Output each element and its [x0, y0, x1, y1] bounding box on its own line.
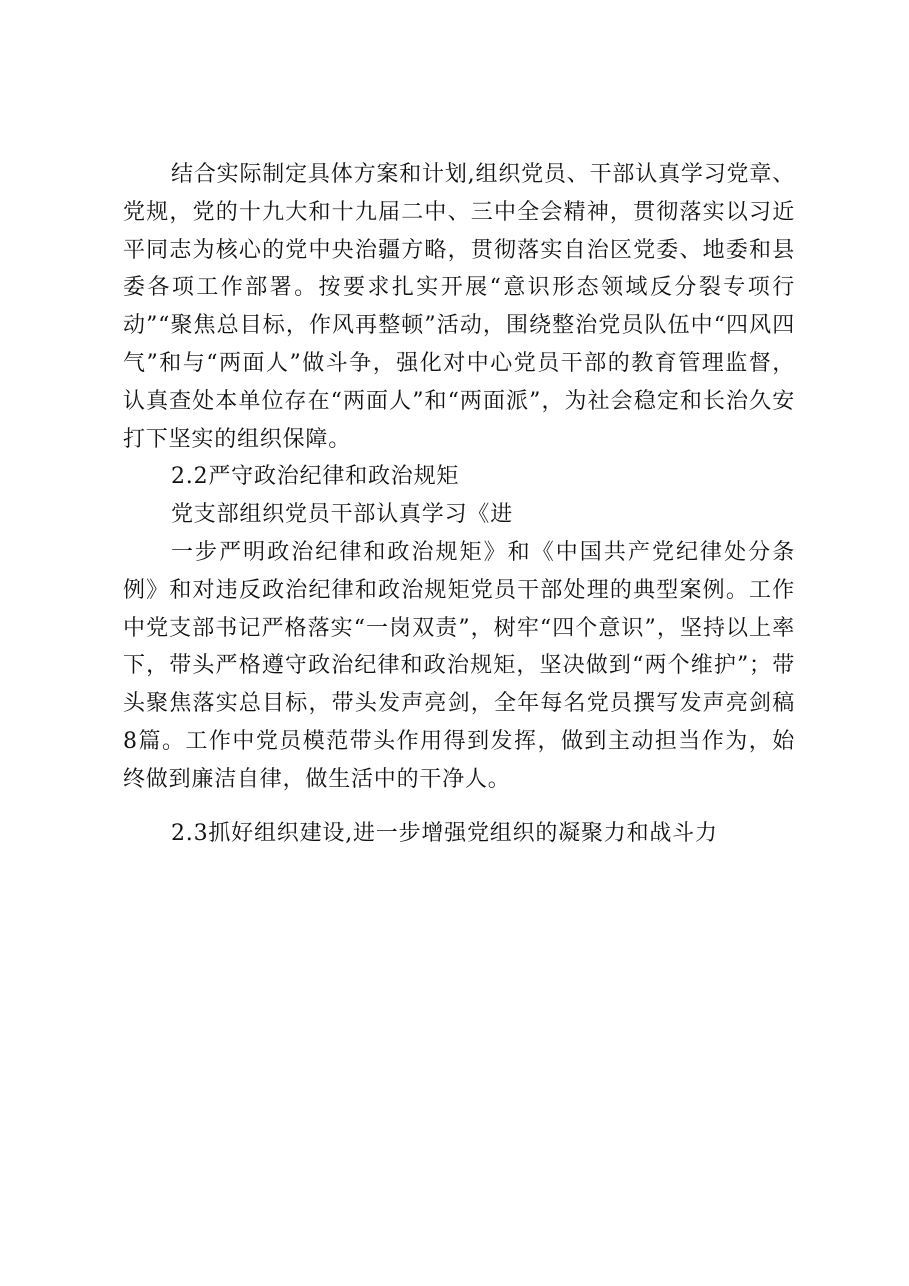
- paragraph-study-line: 党支部组织党员干部认真学习《进: [171, 502, 514, 528]
- document-body: [123, 156, 795, 852]
- paragraph-discipline: 一步严明政治纪律和政治规矩》和《中国共产党纪律处分条例》和对违反政治纪律和政治规矩党员干部处理的典型案例。工作中党支部书记严格落实“一岗双责”，树牢“四个意识”，坚持以上率下，带头严格遵守政治纪律和政治规矩，坚决做到“两个维护”；带头聚焦落实总目标，带头发声亮剑，全年每名党员撰写发声亮剑稿8篇。工作中党员模范带头作用得到发挥，做到主动担当作为，始终做到廉洁自律，做生活中的干净人。: [123, 539, 795, 792]
- paragraph-work-plan: 结合实际制定具体方案和计划,组织党员、干部认真学习党章、党规，党的十九大和十九届二中、三中全会精神，贯彻落实以习近平同志为核心的党中央治疆方略，贯彻落实自治区党委、地委和县委各项工作部署。按要求扎实开展“意识形态领域反分裂专项行动”“聚焦总目标，作风再整顿”活动，围绕整治党员队伍中“四风四气”和与“两面人”做斗争，强化对中心党员干部的教育管理监督，认真查处本单位存在“两面人”和“两面派”，为社会稳定和长治久安打下坚实的组织保障。: [123, 162, 795, 452]
- section-heading-2-2: 2.2严守政治纪律和政治规矩: [171, 464, 460, 490]
- section-heading-2-3: 2.3抓好组织建设,进一步增强党组织的凝聚力和战斗力: [171, 820, 718, 846]
